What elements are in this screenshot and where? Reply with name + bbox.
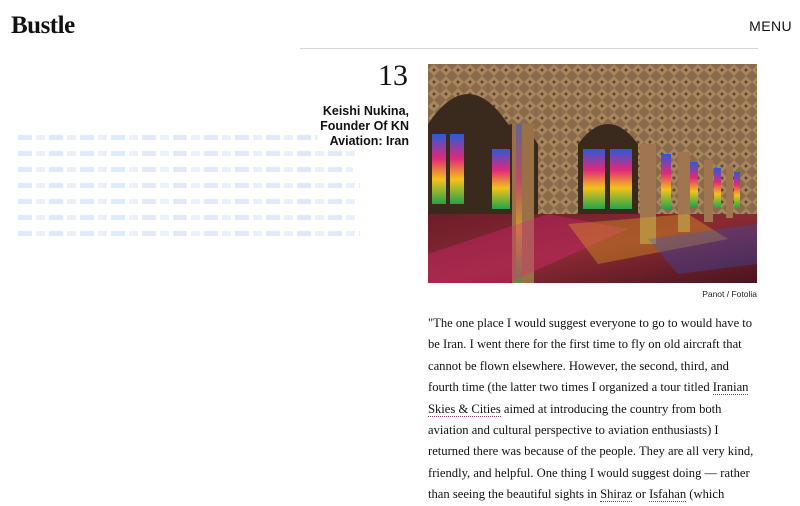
list-number: 13 <box>378 59 408 92</box>
paragraph-text: aimed at introducing the country from both aviation and cultural perspective to aviation enthusiasts) I returned there was because of the people. They are all very kind, friendly, and helpful. One thing I would suggest doing — rather than seeing the beautiful sights in <box>428 401 754 502</box>
person-line: Keishi Nukina, <box>322 104 409 118</box>
paragraph-text: "The one place I would suggest everyone to go to would have to be Iran. I went there for the first time to fly on old aircraft that cannot be flown elsewhere. However, the second, third, and fourth time (the latter two times I organized a tour titled <box>428 316 753 395</box>
site-logo[interactable]: Bustle <box>11 12 75 39</box>
person-title <box>259 104 409 149</box>
paragraph-text: or <box>632 487 650 502</box>
mosque-photo <box>428 64 757 283</box>
mosque-photo-illustration <box>428 64 757 283</box>
link-iranian-skies-cities[interactable]: Iranian Skies & Cities <box>428 380 749 416</box>
link-shiraz[interactable]: Shiraz <box>600 487 633 502</box>
menu-button[interactable]: MENU <box>749 18 792 34</box>
article-paragraph <box>428 313 762 506</box>
photo-credit: Panot / Fotolia <box>702 289 757 299</box>
faded-previous-text <box>18 135 360 247</box>
header-divider <box>300 48 758 49</box>
person-line: Aviation: Iran <box>329 134 409 148</box>
paragraph-text: (which <box>686 487 725 502</box>
person-line: Founder Of KN <box>320 119 409 133</box>
link-isfahan[interactable]: Isfahan <box>649 487 687 502</box>
